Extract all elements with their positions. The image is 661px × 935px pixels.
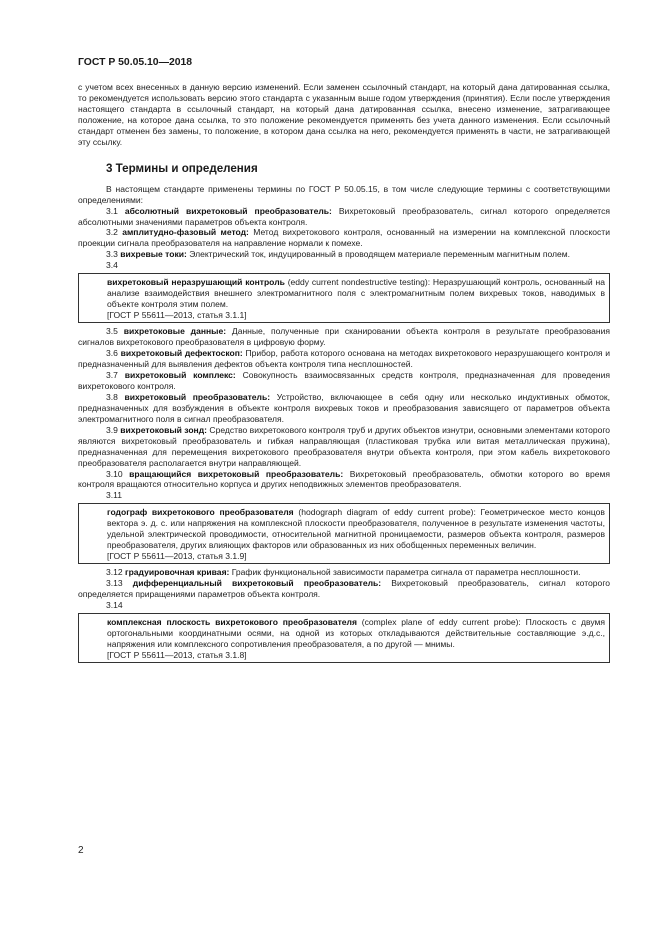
term-number: 3.12 (106, 567, 123, 578)
term-number: 3.10 (106, 468, 123, 479)
term-name: вихретоковый зонд: (120, 424, 207, 435)
term-source: [ГОСТ Р 55611—2013, статья 3.1.8] (107, 649, 247, 660)
page-number: 2 (78, 845, 84, 856)
term-number: 3.6 (106, 348, 118, 359)
term-definition: Вихретоковый преобразователь, сигнал которого определяется абсолютными значениями параметров объекта контроля. (78, 205, 610, 227)
section-title: 3 Термины и определения (106, 161, 258, 175)
term-number: 3.7 (106, 369, 118, 380)
term-3-4-box (78, 273, 610, 323)
term-3-3 (78, 249, 610, 260)
document-body (78, 82, 610, 666)
term-number: 3.3 (106, 249, 118, 260)
term-definition: Метод вихретокового контроля, основанный на измерении на комплексной плоскости проекции сигнала преобразователя на направление нормали к помехе. (78, 227, 610, 249)
term-3-5 (78, 326, 610, 348)
term-definition: Средство вихретокового контроля труб и других объектов изнутри, основными элементами которого являются вихретоковый преобразователь и гибкая направляющая (пластиковая трубка или витая металлическая пружина), предназначенная для перемещения вихретокового преобразователя внутри объекта контроля, при этом кабель вихретокового преобразователя располагается внутри направляющей. (78, 424, 611, 468)
term-name: градуировочная кривая: (125, 567, 230, 578)
term-3-12 (78, 567, 610, 578)
term-number: 3.8 (106, 391, 118, 402)
term-3-4-number: 3.4 (106, 260, 118, 271)
term-definition: (eddy current nondestructive testing): Неразрушающий контроль, основанный на анализе взаимодействия внешнего электромагнитного поля с электромагнитным полем вихревых токов, наводимых в объекте контроля этим полем. (107, 277, 605, 310)
term-3-11-number: 3.11 (106, 490, 123, 501)
term-3-14-number: 3.14 (106, 599, 123, 610)
term-3-14 (107, 617, 605, 650)
term-name: вихревые токи: (120, 249, 187, 260)
term-number: 3.9 (106, 424, 118, 435)
term-3-9 (78, 425, 610, 469)
term-name: вихретоковый дефектоскоп: (120, 348, 243, 359)
section-lead: В настоящем стандарте применены термины по ГОСТ Р 50.05.15, в том числе следующие термины с соответствующими определениями: (78, 183, 610, 205)
term-name: вихретоковые данные: (123, 326, 227, 337)
term-3-11 (107, 507, 605, 551)
term-definition: Электрический ток, индуцированный в проводящем материале переменным магнитным полем. (189, 249, 571, 260)
term-definition: График функциональной зависимости параметра сигнала от параметра несплошности. (231, 567, 581, 578)
term-definition: (hodograph diagram of eddy current probe): Геометрическое место концов вектора э. д. с. или напряжения на комплексной плоскости преобразователя, полученное в результате изменения частоты, удельной электрической проводимости, относительной магнитной проницаемости, размеров объекта контроля, размеров преобразователя, других влияющих факторов или образованных из них обобщенных переменных величин. (107, 507, 605, 551)
term-3-14-box (78, 613, 610, 663)
document-header: ГОСТ Р 50.05.10—2018 (78, 57, 193, 68)
term-source: [ГОСТ Р 55611—2013, статья 3.1.1] (107, 310, 247, 321)
term-name: вращающийся вихретоковый преобразователь: (129, 468, 344, 479)
term-definition: Прибор, работа которого основана на методах вихретокового неразрушающего контроля и предназначенный для выявления дефектов объекта контроля типа несплошностей. (78, 348, 611, 369)
term-name: вихретоковый неразрушающий контроль (107, 277, 285, 288)
term-name: амплитудно-фазовый метод: (122, 227, 249, 238)
term-source: [ГОСТ Р 55611—2013, статья 3.1.9] (107, 551, 247, 562)
term-3-2 (78, 227, 610, 249)
term-3-1 (78, 206, 610, 228)
term-definition: Вихретоковый преобразователь, сигнал которого определяется приращениями параметров объекта контроля. (78, 578, 610, 600)
term-3-10 (78, 469, 610, 491)
term-name: абсолютный вихретоковый преобразователь: (124, 205, 332, 216)
term-definition: (complex plane of eddy current probe): Плоскость с двумя ортогональными координатными осями, на одной из которых откладываются действительные составляющие э.д.с., напряжения или комплексного сопротивления преобразователя, а по другой — мнимы. (107, 616, 606, 649)
term-name: вихретоковый преобразователь: (124, 391, 271, 402)
term-name: вихретоковый комплекс: (124, 369, 236, 380)
term-3-6 (78, 348, 610, 370)
term-definition: Совокупность взаимосвязанных средств контроля, предназначенная для проведения вихретокового контроля. (78, 369, 611, 391)
term-3-13 (78, 578, 610, 600)
intro-paragraph: с учетом всех внесенных в данную версию изменений. Если заменен ссылочный стандарт, на который дана датированная ссылка, то рекомендуется использовать версию этого стандарта с указанным выше годом утверждения (принятия). Если после утверждения настоящего стандарта в ссылочный стандарт, на который дана датированная ссылка, внесено изменение, затрагивающее положение, на которое дана ссылка, то это положение рекомендуется применять без учета данного изменения. Если ссылочный стандарт отменен без замены, то положение, в котором дана ссылка на него, рекомендуется применять в части, не затрагивающей эту ссылку. (78, 82, 610, 147)
term-number: 3.2 (106, 227, 118, 238)
term-3-4 (107, 277, 605, 310)
term-3-11-box (78, 503, 610, 564)
term-definition: Устройство, включающее в себя одну или несколько индуктивных обмоток, предназначенных для возбуждения в объекте контроля вихревых токов и преобразования зависящего от параметров объекта электромагнитного поля в сигнал преобразователя. (78, 391, 611, 424)
term-name: годограф вихретокового преобразователя (107, 507, 294, 518)
term-name: комплексная плоскость вихретокового преобразователя (107, 616, 357, 627)
term-number: 3.1 (106, 205, 118, 216)
term-3-8 (78, 392, 610, 425)
term-definition: Вихретоковый преобразователь, обмотки которого во время контроля вращаются относительно корпуса и других неподвижных элементов преобразователя. (78, 468, 610, 490)
term-definition: Данные, полученные при сканировании объекта контроля в результате преобразования сигналов вихретокового преобразователя в цифровую форму. (78, 326, 611, 348)
term-name: дифференциальный вихретоковый преобразователь: (132, 578, 382, 589)
term-3-7 (78, 370, 610, 392)
term-number: 3.5 (106, 326, 118, 337)
term-number: 3.13 (106, 578, 123, 589)
